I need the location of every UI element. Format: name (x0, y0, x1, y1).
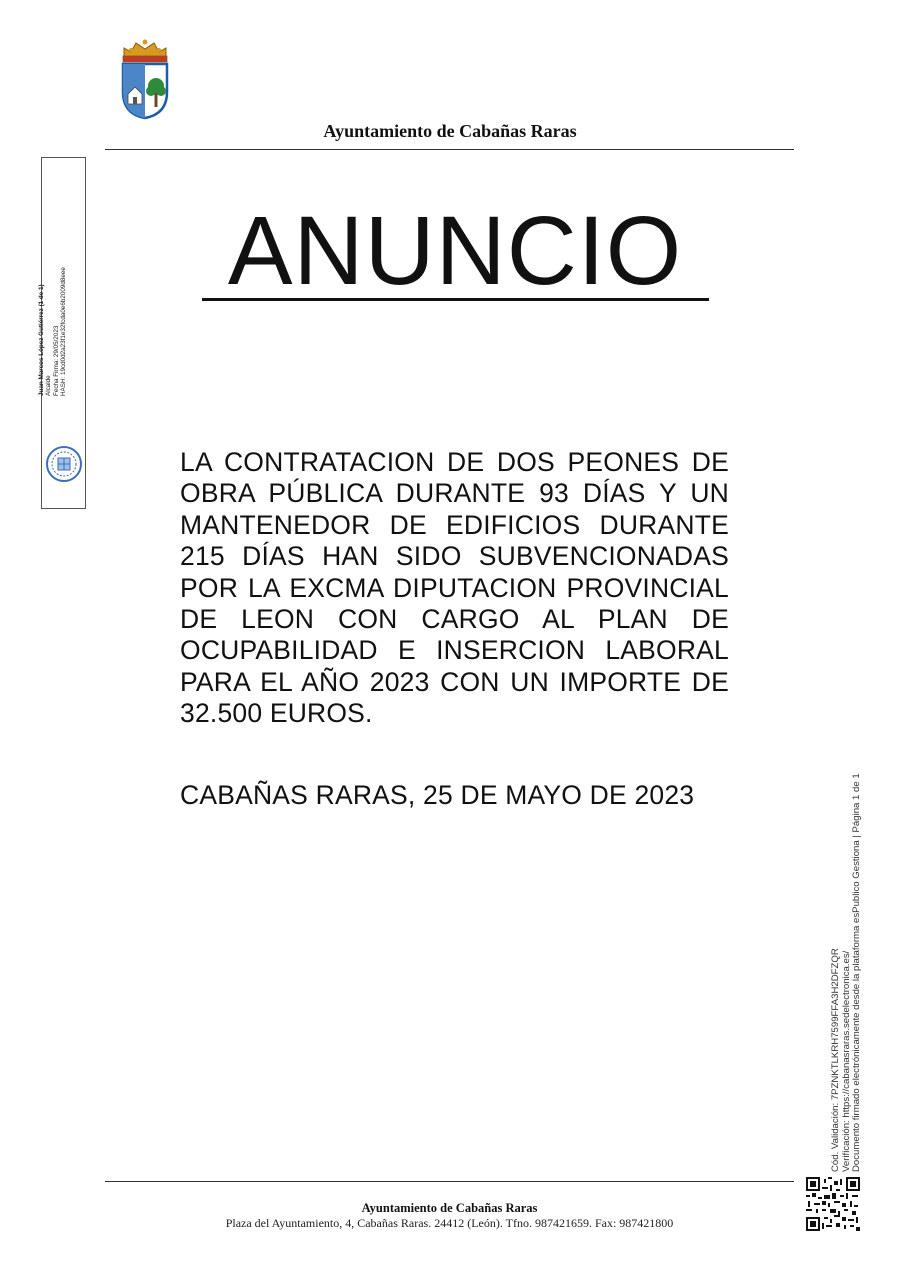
crown-icon (123, 40, 167, 63)
header-divider (105, 149, 794, 150)
announcement-title: ANUNCIO (227, 196, 683, 305)
verification-block (830, 773, 863, 1172)
footer-address: Plaza del Ayuntamiento, 4, Cabañas Raras. 24412 (León). Tfno. 987421659. Fax: 987421800 (225, 1216, 674, 1230)
signature-details (38, 244, 67, 396)
qr-code-icon[interactable] (806, 1177, 860, 1231)
validation-code: Cód. Validación: 7PZNKTLKRH7599FFA3H2DFZQR (830, 948, 841, 1172)
title-underline (202, 298, 709, 301)
header-organization: Ayuntamiento de Cabañas Raras (323, 121, 577, 141)
shield-icon (123, 64, 167, 118)
footer-divider (105, 1181, 794, 1182)
verification-url[interactable]: Verificación: https://cabanasraras.sedelectronica.es/ (840, 950, 852, 1172)
seal-icon (45, 445, 83, 483)
signer-name: Juan Marcos López Gutiérrez (1 de 1) (38, 284, 45, 396)
coat-of-arms-logo (118, 36, 172, 120)
announcement-body: LA CONTRATACION DE DOS PEONES DE OBRA PÚBLICA DURANTE 93 DÍAS Y UN MANTENEDOR DE EDIFICIOS DURANTE 215 DÍAS HAN SIDO SUBVENCIONADAS POR LA EXCMA DIPUTACION PROVINCIAL DE LEON CON CARGO AL PLAN DE OCUPABILIDAD E INSERCION LABORAL PARA EL AÑO 2023 CON UN IMPORTE DE 32.500 EUROS. (180, 447, 729, 729)
signature-hash: HASH: 19cd0d2a23f1e32fcda0e6b2009d8eee (59, 267, 67, 396)
signature-date: Fecha Firma: 29/05/2023 (52, 325, 60, 396)
signer-role: Alcalde (45, 375, 53, 396)
signature-panel (38, 157, 86, 509)
place-and-date: CABAÑAS RARAS, 25 DE MAYO DE 2023 (180, 780, 695, 810)
footer-organization: Ayuntamiento de Cabañas Raras (361, 1201, 538, 1215)
signature-note: Documento firmado electrónicamente desde la plataforma esPublico Gestiona | Página 1 de 1 (851, 773, 863, 1172)
